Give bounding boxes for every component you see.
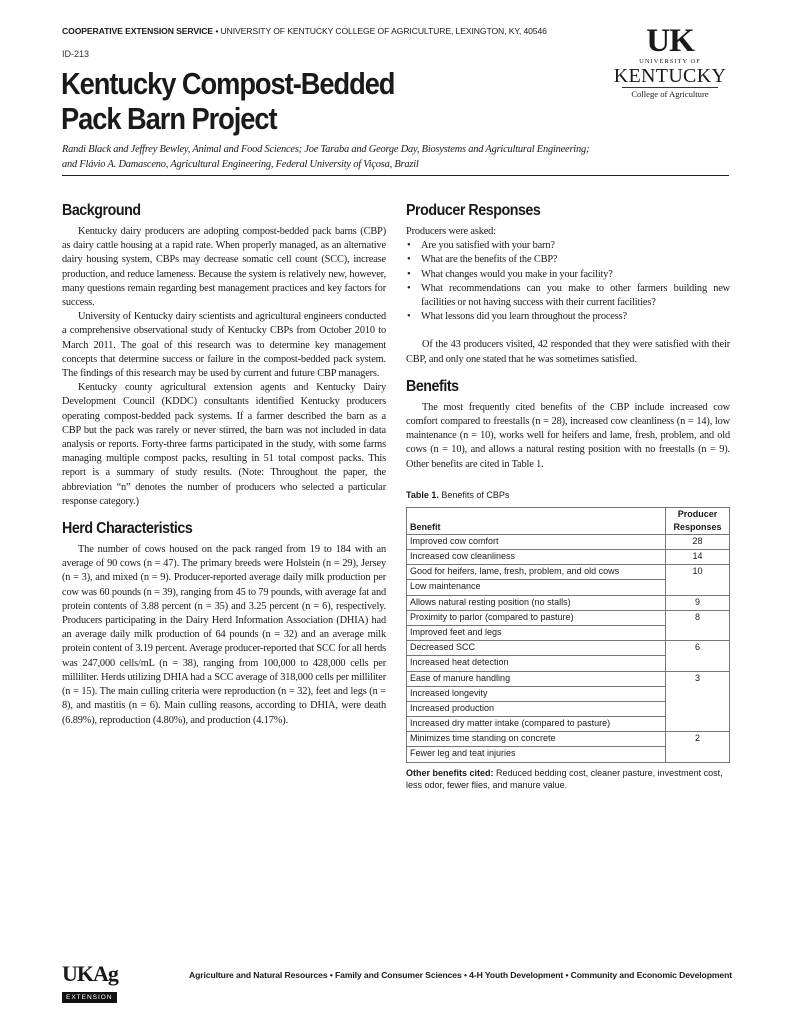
extension-label: EXTENSION bbox=[62, 992, 117, 1003]
table-row bbox=[407, 595, 730, 610]
responses-header-line-1: Producer bbox=[677, 508, 718, 519]
authors-line-2: and Flávio A. Damasceno, Agricultural Engineering, Federal University of Viçosa, Brazil bbox=[62, 159, 419, 170]
benefits-table bbox=[406, 507, 730, 763]
question-item: • What are the benefits of the CBP? bbox=[406, 253, 730, 267]
benefit-cell: Increased cow cleanliness bbox=[407, 550, 666, 565]
benefit-cell: Low maintenance bbox=[407, 580, 666, 595]
responses-cell bbox=[666, 717, 730, 732]
left-column bbox=[62, 201, 386, 728]
logo-university-of: UNIVERSITY OF bbox=[639, 58, 701, 65]
responses-cell: 8 bbox=[666, 610, 730, 625]
responses-cell bbox=[666, 686, 730, 701]
benefit-cell: Increased production bbox=[407, 701, 666, 716]
background-paragraph-1: Kentucky dairy producers are adopting compost-bedded pack barns (CBP) as dairy cattle housing at a rapid rate. When properly managed, as an alternative dairy housing system, CBPs may decrease somatic cell count (SCC), increase production, and reduce lameness. Because the system is relatively new, however, many questions remain regarding best management practices and key factors for success. bbox=[62, 226, 386, 309]
responses-cell: 9 bbox=[666, 595, 730, 610]
table-row bbox=[407, 625, 730, 640]
responses-cell: 28 bbox=[666, 534, 730, 549]
question-item: • Are you satisfied with your barn? bbox=[406, 239, 730, 253]
responses-header-line-2: Responses bbox=[673, 521, 722, 532]
producer-responses-heading: Producer Responses bbox=[406, 202, 541, 219]
service-address: • UNIVERSITY OF KENTUCKY COLLEGE OF AGRICULTURE, LEXINGTON, KY, 40546 bbox=[213, 26, 547, 36]
question-item: • What changes would you make in your facility? bbox=[406, 268, 730, 282]
authors-line-1: Randi Black and Jeffrey Bewley, Animal and Food Sciences; Joe Taraba and George Day, Biosystems and Agricultural Engineering; bbox=[62, 144, 590, 155]
responses-cell: 14 bbox=[666, 550, 730, 565]
table-row bbox=[407, 732, 730, 747]
table-row bbox=[407, 747, 730, 762]
producer-responses-paragraph: Of the 43 producers visited, 42 responded that they were satisfied with their CBP, and only one stated that he was sometimes satisfied. bbox=[406, 339, 730, 365]
benefits-paragraph: The most frequently cited benefits of the CBP include increased cow comfort compared to freestalls (n = 28), increased cow cleanliness (n = 14), low maintenance (n = 10), works well for heifers and lame, fresh, problem, and old cows (n = 10), and allows a natural resting position with no freestalls (n = 9). Other benefits are cited in Table 1. bbox=[406, 401, 730, 470]
extension-service-line bbox=[62, 26, 547, 36]
responses-cell: 3 bbox=[666, 671, 730, 686]
table-caption-text: Benefits of CBPs bbox=[438, 489, 510, 500]
responses-cell: 10 bbox=[666, 565, 730, 580]
table-row bbox=[407, 656, 730, 671]
table-row bbox=[407, 565, 730, 580]
table-row bbox=[407, 610, 730, 625]
ukag-wordmark: UKAg bbox=[62, 961, 118, 986]
background-paragraph-3: Kentucky county agricultural extension agents and Kentucky Dairy Development Council (KDDC) consultants identified Kentucky producers operating compost-bedded pack systems. If a farmer described the barn as a CBP but the pack was rarely or never stirred, the barn was not included in data analysis or reports. Forty-three farms participated in the study, with some farms managing multiple compost packs, resulting in 51 total compost packs. This report is a summary of study results. (Note: Throughout the paper, the abbreviation “n” denotes the number of producers who selected a particular response category.) bbox=[62, 382, 386, 507]
title-line-1: Kentucky Compost-Bedded bbox=[61, 66, 395, 101]
question-item: • What recommendations can you make to other farmers building new facilities or not having success with their current facilities? bbox=[406, 282, 730, 310]
table-body bbox=[407, 534, 730, 762]
table-row bbox=[407, 701, 730, 716]
responses-column-header bbox=[666, 507, 730, 534]
responses-cell bbox=[666, 625, 730, 640]
ukag-extension-logo bbox=[62, 962, 128, 1002]
other-benefits-note bbox=[406, 767, 730, 792]
program-areas: Agriculture and Natural Resources • Family and Consumer Sciences • 4-H Youth Development • Community and Economic Development bbox=[189, 970, 732, 980]
spacer bbox=[406, 367, 730, 377]
benefit-cell: Decreased SCC bbox=[407, 641, 666, 656]
logo-uk: UK bbox=[646, 23, 694, 59]
benefit-cell: Good for heifers, lame, fresh, problem, and old cows bbox=[407, 565, 666, 580]
benefit-cell: Minimizes time standing on concrete bbox=[407, 732, 666, 747]
benefit-cell: Increased heat detection bbox=[407, 656, 666, 671]
benefits-heading: Benefits bbox=[406, 377, 459, 395]
table-row bbox=[407, 686, 730, 701]
responses-cell bbox=[666, 747, 730, 762]
spacer bbox=[62, 509, 386, 519]
responses-cell bbox=[666, 656, 730, 671]
background-heading: Background bbox=[62, 202, 141, 219]
benefit-column-header: Benefit bbox=[407, 507, 666, 534]
benefit-cell: Proximity to parlor (compared to pasture) bbox=[407, 610, 666, 625]
table-row bbox=[407, 550, 730, 565]
other-benefits-label: Other benefits cited: bbox=[406, 767, 494, 778]
table-row bbox=[407, 717, 730, 732]
table-header-row bbox=[407, 507, 730, 534]
benefit-cell: Fewer leg and teat injuries bbox=[407, 747, 666, 762]
herd-heading: Herd Characteristics bbox=[62, 520, 193, 538]
benefit-cell: Increased longevity bbox=[407, 686, 666, 701]
benefit-cell: Increased dry matter intake (compared to pasture) bbox=[407, 717, 666, 732]
service-name: COOPERATIVE EXTENSION SERVICE bbox=[62, 26, 214, 36]
question-list bbox=[406, 239, 730, 324]
right-column bbox=[406, 201, 730, 792]
herd-paragraph-1: The number of cows housed on the pack ranged from 19 to 184 with an average of 90 cows (n = 47). The primary breeds were Holstein (n = 29), Jersey (n = 3), and mixed (n = 9). Producer-reported average daily milk production per cow was 60 pounds (n = 39), ranging from 45 to 79 pounds, with average fat and protein contents of 3.88 percent (n = 35) and 3.25 percent (n = 6), respectively. Producers participating in the Dairy Herd Information Association (DHIA) had an average daily milk production of 64 pounds (n = 32) and an average milk protein content of 3.19 percent. Average producer-reported that SCC for all herds was 247,000 cells/mL (n = 38), ranging from 100,000 to 428,000 cells per milliliter. Herds utilizing DHIA had a SCC average of 318,000 cells per milliliter (n = 15). The main culling criteria were reproduction (n = 32), feet and legs (n = 8), and mastitis (n = 6). Main culling reasons, according to DHIA, were death (6.89%), reproduction (4.80%), and production (4.17%). bbox=[62, 544, 386, 726]
table-caption-label: Table 1. bbox=[406, 489, 439, 500]
authors bbox=[62, 142, 742, 172]
title-line-2: Pack Barn Project bbox=[61, 101, 277, 136]
header-divider bbox=[62, 175, 729, 176]
table-row bbox=[407, 534, 730, 549]
publication-id: ID-213 bbox=[62, 49, 90, 59]
table-caption bbox=[406, 490, 730, 500]
benefit-cell: Allows natural resting position (no stalls) bbox=[407, 595, 666, 610]
benefit-cell: Improved cow comfort bbox=[407, 534, 666, 549]
responses-cell: 2 bbox=[666, 732, 730, 747]
responses-cell bbox=[666, 701, 730, 716]
footer bbox=[62, 962, 730, 1002]
table-row bbox=[407, 580, 730, 595]
producer-responses-intro: Producers were asked: bbox=[406, 226, 496, 237]
table-row bbox=[407, 671, 730, 686]
benefit-cell: Ease of manure handling bbox=[407, 671, 666, 686]
table-row bbox=[407, 641, 730, 656]
question-item: • What lessons did you learn throughout the process? bbox=[406, 310, 730, 324]
page-title bbox=[61, 66, 431, 136]
responses-cell bbox=[666, 580, 730, 595]
logo-college: College of Agriculture bbox=[622, 87, 718, 100]
uk-college-logo bbox=[608, 24, 732, 104]
responses-cell: 6 bbox=[666, 641, 730, 656]
other-benefits-text: Reduced bedding cost, cleaner pasture, investment cost, less odor, fewer flies, and manure value. bbox=[406, 767, 723, 791]
benefit-cell: Improved feet and legs bbox=[407, 625, 666, 640]
background-paragraph-2: University of Kentucky dairy scientists and agricultural engineers conducted a comprehensive observational study of Kentucky CBPs from October 2010 to March 2011. The goal of this research was to determine key management concepts that determine success or failure in the compost-bedded pack system. The findings of this research may be used by current and future CBP managers. bbox=[62, 311, 386, 380]
logo-kentucky: KENTUCKY bbox=[613, 65, 727, 87]
